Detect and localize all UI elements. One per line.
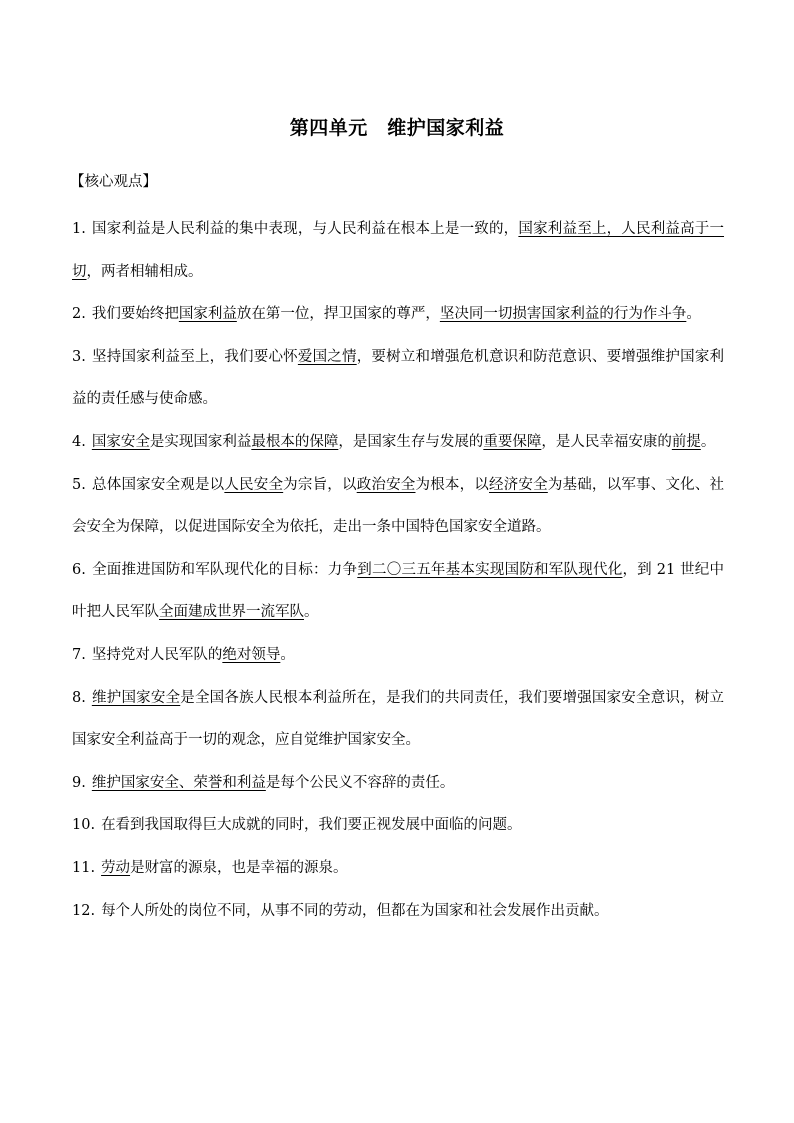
point-text: ，要树立和增强危机意识和防范意识、要增强维护国家利益的责任感与使命感。 [72,348,725,408]
section-label: 【核心观点】 [70,174,157,190]
underlined-key-phrase: 国家利益 [178,306,237,323]
point-text: 国家利益是人民利益的集中表现，与人民利益在根本上是一致的， [91,221,519,237]
underlined-key-phrase: 全面建成世界一流军队 [159,604,304,621]
points-list [72,208,724,932]
point-number: 2. [72,306,86,323]
point-number: 7. [72,646,86,663]
point-text: 。 [700,433,716,450]
point-item [72,208,724,293]
point-number: 8. [72,689,86,706]
underlined-key-phrase: 国家安全 [91,433,150,450]
point-item [72,847,724,890]
point-text: 。 [686,306,701,323]
point-text: 是每个公民义不容辞的责任。 [265,774,455,791]
point-item [72,804,724,847]
point-item [72,677,724,762]
underlined-key-phrase: 到二〇三五年基本实现国防和军队现代化 [357,561,623,578]
point-item [72,464,724,549]
point-text: 。 [304,604,319,621]
point-text: 在看到我国取得巨大成就的同时，我们要正视发展中面临的问题。 [101,817,522,834]
underlined-key-phrase: 维护国家安全 [91,689,181,706]
underlined-key-phrase: 国家利益至上，人民利益高于一切 [72,221,725,280]
underlined-key-phrase: 劳动 [101,859,131,876]
underlined-key-phrase: 前提 [671,433,701,450]
point-item [72,549,724,634]
point-number: 3. [72,348,86,365]
underlined-key-phrase: 绝对领导 [222,646,281,663]
point-text: 坚持国家利益至上，我们要心怀 [91,348,298,365]
point-text: 。 [280,646,295,663]
point-text: 总体国家安全观是以 [91,476,225,493]
point-text: 是财富的源泉，也是幸福的源泉。 [130,859,348,876]
point-text: 坚持党对人民军队的 [91,646,223,663]
underlined-key-phrase: 坚决同一切损害国家利益的行为作斗争 [439,306,687,323]
point-text: ，是人民幸福安康的 [541,433,672,450]
underlined-key-phrase: 重要保障 [483,433,542,450]
point-item [72,634,724,677]
point-text: 每个人所处的岗位不同，从事不同的劳动，但都在为国家和社会发展作出贡献。 [101,902,609,919]
point-item [72,762,724,805]
point-item [72,293,724,336]
point-text: 是全国各族人民根本利益所在，是我们的共同责任，我们要增强国家安全意识，树立国家安全利益高于一切的观念，应自觉维护国家安全。 [72,689,725,749]
point-text: 是实现国家利益 [149,433,252,450]
point-text: 全面推进国防和军队现代化的目标：力争 [91,561,358,578]
point-text: 我们要始终把 [91,306,179,323]
point-text: 放在第一位，捍卫国家的尊严， [236,306,440,323]
point-text: 为根本，以 [415,476,490,493]
point-item [72,421,724,464]
point-number: 4. [72,433,86,450]
point-number: 6. [72,561,86,578]
point-text: 为基础，以军事、文化、社会安全为保障，以促进国际安全为依托，走出一条中国特色国家安全道路。 [72,476,725,536]
point-number: 12. [72,902,96,919]
point-text: ，到 21 世纪中叶把人民军队 [72,561,725,621]
underlined-key-phrase: 人民安全 [224,476,284,493]
point-number: 10. [72,817,96,834]
point-number: 9. [72,774,86,791]
point-text: 为宗旨，以 [283,476,357,493]
underlined-key-phrase: 经济安全 [489,476,548,493]
underlined-key-phrase: 维护国家安全、荣誉和利益 [91,774,266,791]
underlined-key-phrase: 最根本的保障 [251,433,339,450]
page-title: 第四单元 维护国家利益 [289,117,505,139]
underlined-key-phrase: 爱国之情 [297,348,357,365]
point-number: 5. [72,476,86,493]
point-text: ，是国家生存与发展的 [338,433,484,450]
point-text: ，两者相辅相成。 [86,263,203,280]
underlined-key-phrase: 政治安全 [356,476,416,493]
point-item [72,336,724,421]
point-number: 11. [72,859,96,876]
point-number: 1. [72,221,86,237]
point-item [72,890,724,933]
